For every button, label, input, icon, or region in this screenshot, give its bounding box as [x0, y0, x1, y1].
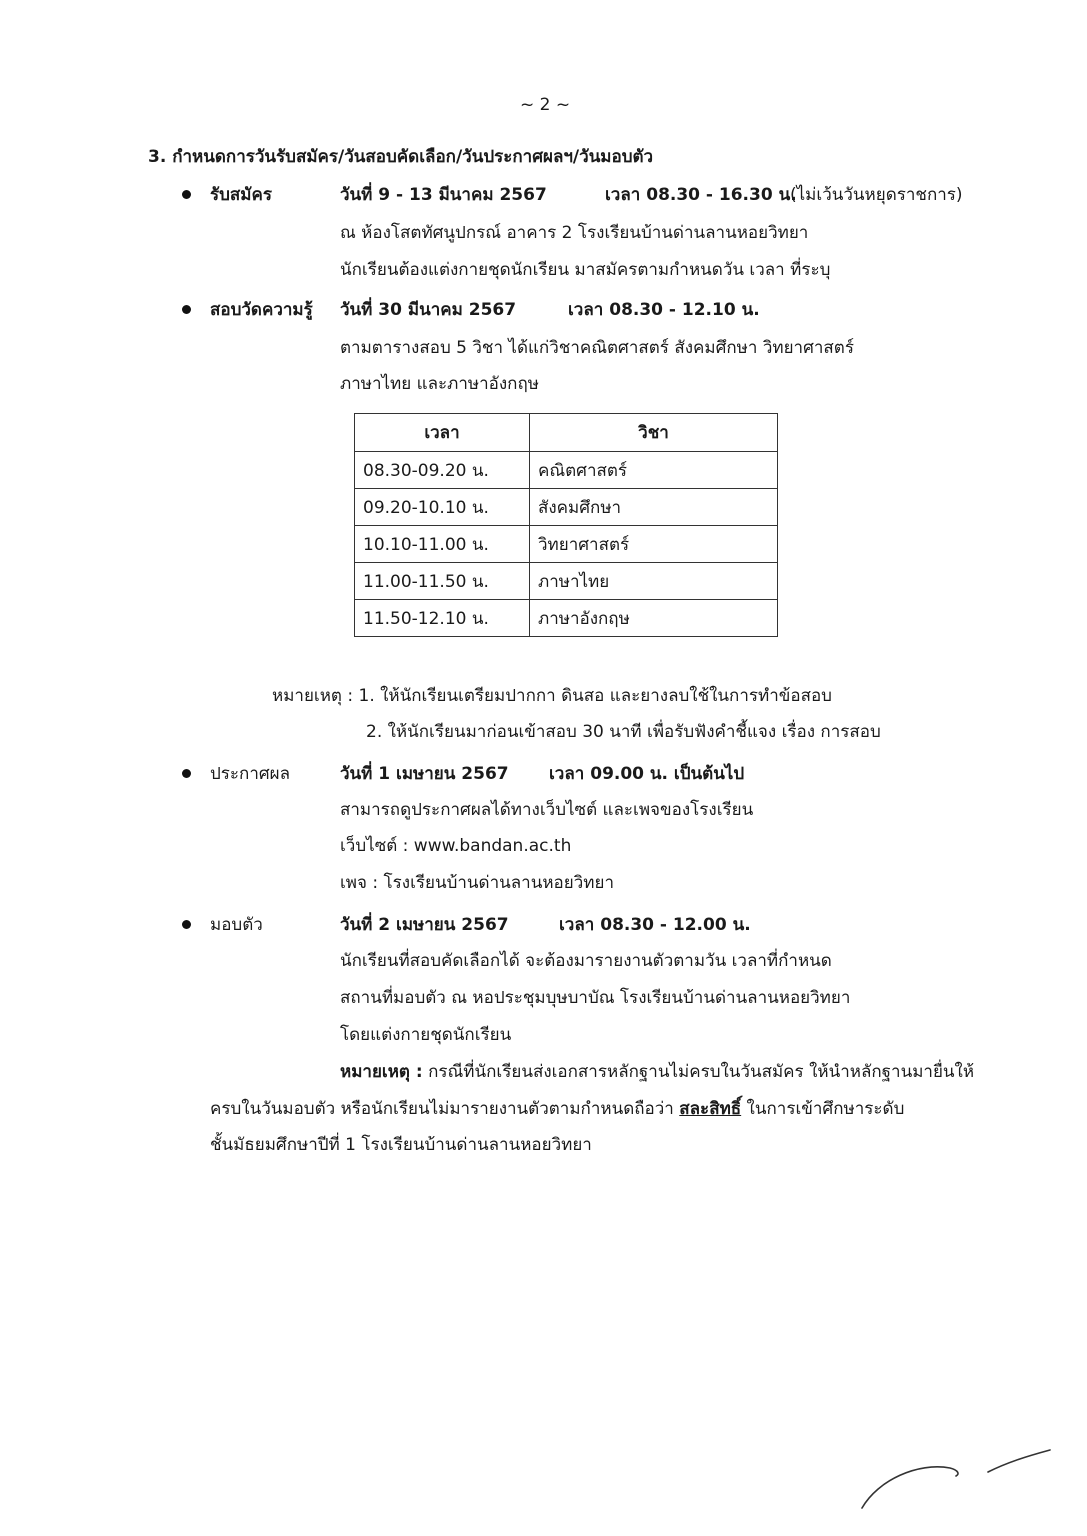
table-cell-time: 11.00-11.50 น.: [355, 563, 530, 600]
table-cell-time: 11.50-12.10 น.: [355, 600, 530, 637]
exam-subjects-cont: ภาษาไทย และภาษาอังกฤษ: [340, 374, 539, 394]
exam-label: สอบวัดความรู้: [210, 300, 313, 320]
table-row: [355, 600, 778, 637]
table-row: [355, 452, 778, 489]
announce-page: เพจ : โรงเรียนบ้านด่านลานหอยวิทยา: [340, 873, 614, 893]
announce-website: เว็บไซต์ : www.bandan.ac.th: [340, 836, 572, 856]
announce-time: เวลา 09.00 น. เป็นต้นไป: [549, 764, 745, 784]
exam-schedule-table: [354, 413, 778, 637]
report-label: มอบตัว: [210, 915, 263, 935]
register-date: วันที่ 9 - 13 มีนาคม 2567: [340, 185, 547, 205]
table-row: [355, 489, 778, 526]
table-header-time: เวลา: [355, 414, 530, 452]
register-label: รับสมัคร: [210, 185, 273, 205]
exam-subjects: ตามตารางสอบ 5 วิชา ได้แก่วิชาคณิตศาสตร์ สังคมศึกษา วิทยาศาสตร์: [340, 338, 854, 358]
announce-info: สามารถดูประกาศผลได้ทางเว็บไซต์ และเพจของโรงเรียน: [340, 800, 754, 820]
page-number: ~ 2 ~: [520, 95, 571, 115]
report-note-line3: ชั้นมัธยมศึกษาปีที่ 1 โรงเรียนบ้านด่านลานหอยวิทยา: [210, 1135, 592, 1155]
report-time: เวลา 08.30 - 12.00 น.: [559, 915, 751, 935]
report-location: สถานที่มอบตัว ณ หอประชุมบุษบาบัณ โรงเรียนบ้านด่านลานหอยวิทยา: [340, 988, 851, 1008]
report-note: [340, 1061, 974, 1083]
table-cell-subject: วิทยาศาสตร์: [530, 526, 778, 563]
table-cell-subject: คณิตศาสตร์: [530, 452, 778, 489]
signature-mark: [858, 1440, 1058, 1520]
table-row: [355, 526, 778, 563]
section-title: 3. กำหนดการวันรับสมัคร/วันสอบคัดเลือก/วันประกาศผลฯ/วันมอบตัว: [148, 147, 654, 167]
table-cell-subject: ภาษาไทย: [530, 563, 778, 600]
table-cell-time: 10.10-11.00 น.: [355, 526, 530, 563]
report-note-line2-c: ในการเข้าศึกษาระดับ: [741, 1099, 905, 1119]
exam-note-2: 2. ให้นักเรียนมาก่อนเข้าสอบ 30 นาที เพื่อรับฟังคำชี้แจง เรื่อง การสอบ: [366, 722, 881, 742]
report-note-line2: [210, 1098, 904, 1120]
bullet-icon: [182, 769, 191, 778]
announce-date: วันที่ 1 เมษายน 2567: [340, 764, 509, 784]
register-location: ณ ห้องโสตทัศนูปกรณ์ อาคาร 2 โรงเรียนบ้านด่านลานหอยวิทยา: [340, 223, 809, 243]
bullet-icon: [182, 920, 191, 929]
table-cell-subject: สังคมศึกษา: [530, 489, 778, 526]
register-time: เวลา 08.30 - 16.30 น.: [605, 185, 797, 205]
report-note-forfeit: สละสิทธิ์: [679, 1099, 742, 1119]
exam-note-1: หมายเหตุ : 1. ให้นักเรียนเตรียมปากกา ดินสอ และยางลบใช้ในการทำข้อสอบ: [272, 686, 832, 706]
table-cell-subject: ภาษาอังกฤษ: [530, 600, 778, 637]
report-date: วันที่ 2 เมษายน 2567: [340, 915, 509, 935]
table-cell-time: 09.20-10.10 น.: [355, 489, 530, 526]
report-note-line2-a: ครบในวันมอบตัว หรือนักเรียนไม่มารายงานตัวตามกำหนดถือว่า: [210, 1099, 680, 1119]
report-instruction: นักเรียนที่สอบคัดเลือกได้ จะต้องมารายงานตัวตามวัน เวลาที่กำหนด: [340, 951, 832, 971]
report-note-label: หมายเหตุ :: [340, 1062, 423, 1082]
table-row: [355, 563, 778, 600]
register-dress: นักเรียนต้องแต่งกายชุดนักเรียน มาสมัครตามกำหนดวัน เวลา ที่ระบุ: [340, 260, 831, 280]
table-cell-time: 08.30-09.20 น.: [355, 452, 530, 489]
report-dress: โดยแต่งกายชุดนักเรียน: [340, 1025, 512, 1045]
table-header-row: [355, 414, 778, 452]
announce-label: ประกาศผล: [210, 764, 291, 784]
report-note-text: กรณีที่นักเรียนส่งเอกสารหลักฐานไม่ครบในวันสมัคร ให้นำหลักฐานมายื่นให้: [422, 1062, 975, 1082]
exam-date: วันที่ 30 มีนาคม 2567: [340, 300, 517, 320]
bullet-icon: [182, 190, 191, 199]
register-time-note: (ไม่เว้นวันหยุดราชการ): [790, 185, 963, 205]
table-header-subject: วิชา: [530, 414, 778, 452]
bullet-icon: [182, 305, 191, 314]
exam-time: เวลา 08.30 - 12.10 น.: [568, 300, 760, 320]
